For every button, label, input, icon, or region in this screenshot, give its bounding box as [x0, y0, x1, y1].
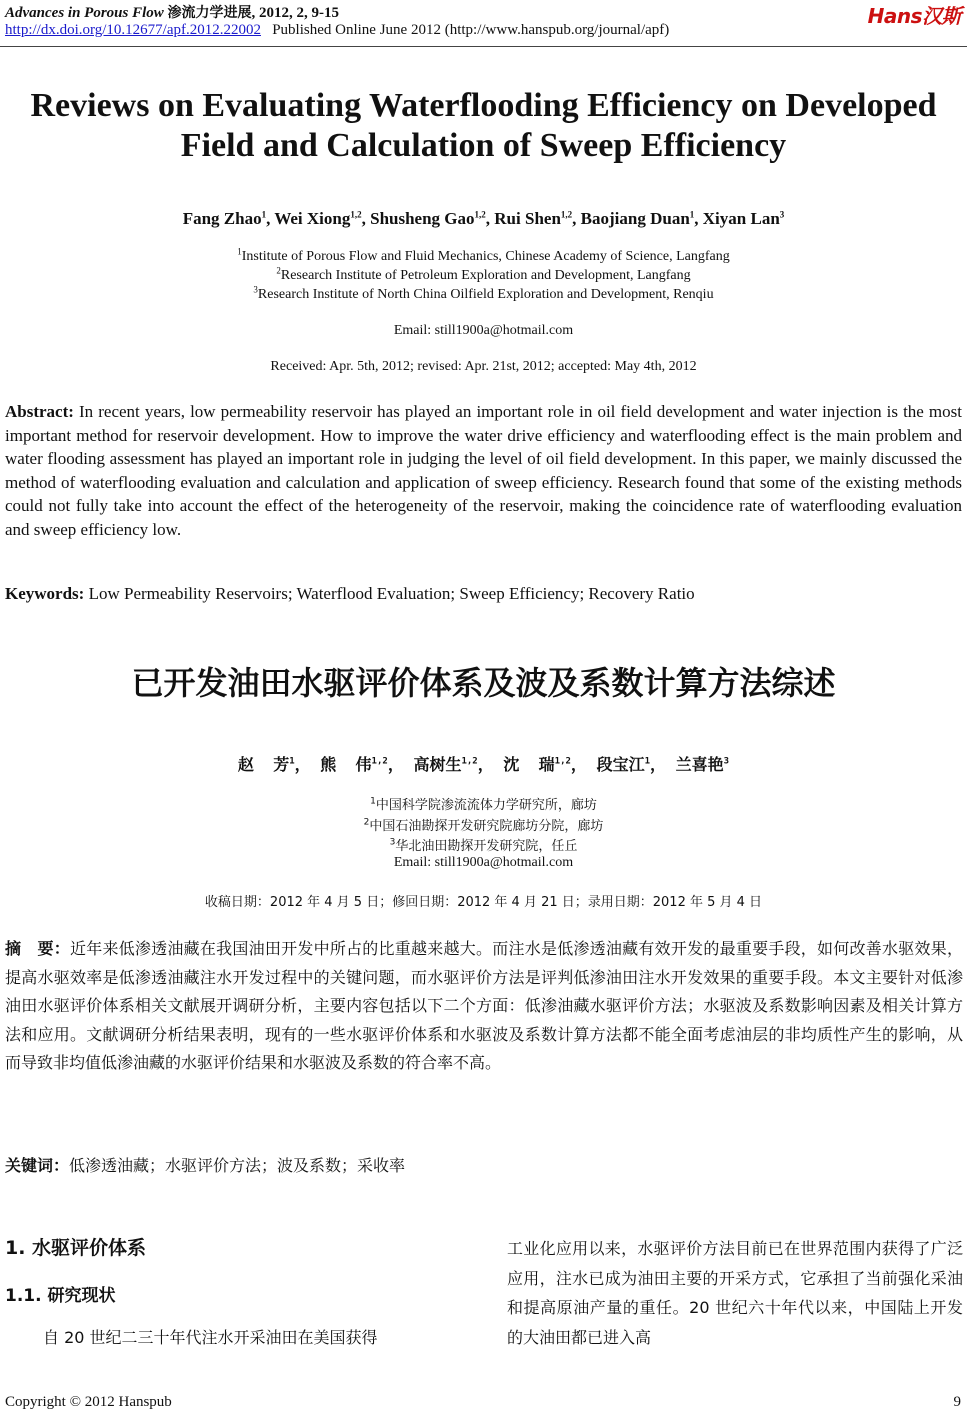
author-affil-sup: 1 — [289, 756, 295, 767]
author: Wei Xiong — [274, 209, 351, 228]
hans-logo: Hans汉斯 — [867, 4, 961, 28]
author: Xiyan Lan — [702, 209, 780, 228]
affil-text: 华北油田勘探开发研究院，任丘 — [395, 839, 578, 854]
keywords-text: Low Permeability Reservoirs; Waterflood Evaluation; Sweep Efficiency; Recovery Ratio — [88, 584, 695, 603]
author-affil-sup: 1,2 — [474, 209, 486, 220]
affiliation-en — [0, 246, 967, 265]
author-affil-sup: 1 — [689, 209, 695, 220]
affiliation-cn — [0, 835, 967, 854]
author: 兰喜艳 — [675, 755, 724, 774]
header-divider — [0, 46, 967, 47]
abstract-text-cn: 近年来低渗透油藏在我国油田开发中所占的比重越来越大。而注水是低渗透油藏有效开发的最重要手段，如何改善水驱效果，提高水驱效率是低渗透油藏注水开发过程中的关键问题，而水驱评价方法是评判低渗油田注水开发效果的重要手段。本文主要针对低渗油田水驱评价体系相关文献展开调研分析，主要内容包括以下二个方面：低渗油藏水驱评价方法；水驱波及系数影响因素及相关计算方法和应用。文献调研分析结果表明，现有的一些水驱评价体系和水驱波及系数计算方法都不能全面考虑油层的非均质性产生的影响，从而导致非均值低渗油藏的水驱评价结果和水驱波及系数的符合率不高。 — [5, 939, 963, 1072]
author-affil-sup: 1,2 — [560, 209, 573, 220]
author: 赵 芳 — [237, 755, 290, 774]
author: Shusheng Gao — [370, 209, 475, 228]
author: 沈 瑞 — [503, 755, 555, 774]
abstract-cn — [5, 935, 963, 1078]
author-affil-sup: 1 — [644, 756, 650, 767]
keywords-text-cn: 低渗透油藏；水驱评价方法；波及系数；采收率 — [69, 1156, 406, 1175]
affil-sup: 1 — [237, 246, 242, 257]
affil-sup: 2 — [276, 265, 281, 276]
affil-sup: 1 — [370, 796, 376, 807]
author-list-cn: 赵 芳$^1$， 熊 伟$^{1,2}$， 高树生$^{1,2}$， 沈 瑞$^{1,2}$， 段宝江$^1$， 兰喜艳$^3$ — [237, 755, 730, 774]
affil-text: Institute of Porous Flow and Fluid Mechanics, Chinese Academy of Science, Langfang — [241, 249, 730, 264]
section-heading: 1. 水驱评价体系 — [5, 1237, 147, 1259]
abstract-en — [5, 400, 962, 541]
title-line-2: Field and Calculation of Sweep Efficiency — [180, 127, 787, 164]
affil-text: 中国科学院渗流流体力学研究所，廊坊 — [375, 798, 597, 813]
abstract-label-cn: 摘 要： — [5, 939, 70, 958]
email-en: Email: still1900a@hotmail.com — [393, 323, 574, 338]
abstract-text: In recent years, low permeability reservoir has played an important role in oil field development and water injection is the most important method for reservoir development. How to improve the water drive efficiency and waterflooding effect is the main problem and water flooding assessment has played an important role in judging the level of oil field development. In this paper, we mainly discussed the method of waterflooding evaluation and calculation and application of sweep efficiency. Research found that some of the existing methods could not fully take into account the effect of the heterogeneity of the reservoir, making the coincidence rate of waterflooding evaluation and sweep efficiency low. — [5, 402, 962, 539]
page-number: 9 — [953, 1394, 961, 1410]
author-list-en: Fang Zhao$^1$, Wei Xiong$^{1,2}$, Shusheng Gao$^{1,2}$, Rui Shen$^{1,2}$, Baojiang Duan$^1$, Xiyan Lan$^3$ — [182, 209, 785, 228]
published-info: Published Online June 2012 (http://www.hanspub.org/journal/apf) — [272, 22, 670, 38]
journal-citation: , 2012, 2, 9-15 — [251, 5, 340, 21]
doi-line — [5, 22, 669, 39]
author-affil-sup: 1 — [261, 209, 267, 220]
keywords-en — [5, 584, 962, 604]
abstract-label: Abstract: — [5, 402, 74, 421]
author: 段宝江 — [596, 755, 645, 774]
author: Baojiang Duan — [580, 209, 690, 228]
dates-cn: 收稿日期：2012 年 4 月 5 日；修回日期：2012 年 4 月 21 日；录用日期：2012 年 5 月 4 日 — [204, 895, 763, 910]
journal-header — [5, 2, 339, 22]
affiliation-cn — [0, 794, 967, 813]
author: Rui Shen — [494, 209, 561, 228]
affil-sup: 2 — [363, 817, 370, 828]
affiliation-cn — [0, 815, 967, 834]
keywords-cn — [5, 1153, 963, 1176]
affil-sup: 3 — [253, 284, 258, 295]
author-affil-sup: 1,2 — [350, 209, 362, 220]
body-paragraph-left: 自 20 世纪二三十年代注水开采油田在美国获得 — [43, 1328, 378, 1347]
affil-text: Research Institute of Petroleum Exploration and Development, Langfang — [280, 268, 691, 283]
author-affil-sup: 3 — [723, 756, 730, 767]
journal-name: Advances in Porous Flow — [5, 5, 164, 21]
paper-title-en — [0, 86, 967, 166]
author: 高树生 — [413, 755, 462, 774]
subsection-heading: 1.1. 研究现状 — [5, 1286, 116, 1306]
author-affil-sup: 1,2 — [554, 756, 571, 767]
author-affil-sup: 3 — [779, 209, 785, 220]
author-affil-sup: 1,2 — [371, 756, 388, 767]
affil-text: 中国石油勘探开发研究院廊坊分院，廊坊 — [369, 819, 604, 834]
author-affil-sup: 1,2 — [461, 756, 478, 767]
affil-text: Research Institute of North China Oilfield Exploration and Development, Renqiu — [257, 287, 714, 302]
body-paragraph-right: 工业化应用以来，水驱评价方法目前已在世界范围内获得了广泛应用，注水已成为油田主要的开采方式，它承担了当前强化采油和提高原油产量的重任。20 世纪六十年代以来，中国陆上开发的大油田都已进入高 — [507, 1239, 963, 1347]
author: Fang Zhao — [182, 209, 262, 228]
footer-copyright: Copyright © 2012 Hanspub — [5, 1394, 172, 1410]
doi-link[interactable]: http://dx.doi.org/10.12677/apf.2012.22002 — [5, 22, 261, 38]
affiliation-en — [0, 265, 967, 284]
author: 熊 伟 — [320, 755, 372, 774]
title-line-1: Reviews on Evaluating Waterflooding Efficiency on Developed — [30, 87, 937, 124]
keywords-label: Keywords: — [5, 584, 85, 603]
affiliation-en — [0, 284, 967, 303]
email-cn: Email: still1900a@hotmail.com — [393, 855, 574, 870]
paper-title-cn: 已开发油田水驱评价体系及波及系数计算方法综述 — [131, 664, 836, 702]
affil-sup: 3 — [389, 837, 396, 848]
journal-name-cn: 渗流力学进展 — [167, 5, 252, 21]
keywords-label-cn: 关键词： — [5, 1156, 70, 1175]
dates-en: Received: Apr. 5th, 2012; revised: Apr. 21st, 2012; accepted: May 4th, 2012 — [270, 359, 697, 374]
